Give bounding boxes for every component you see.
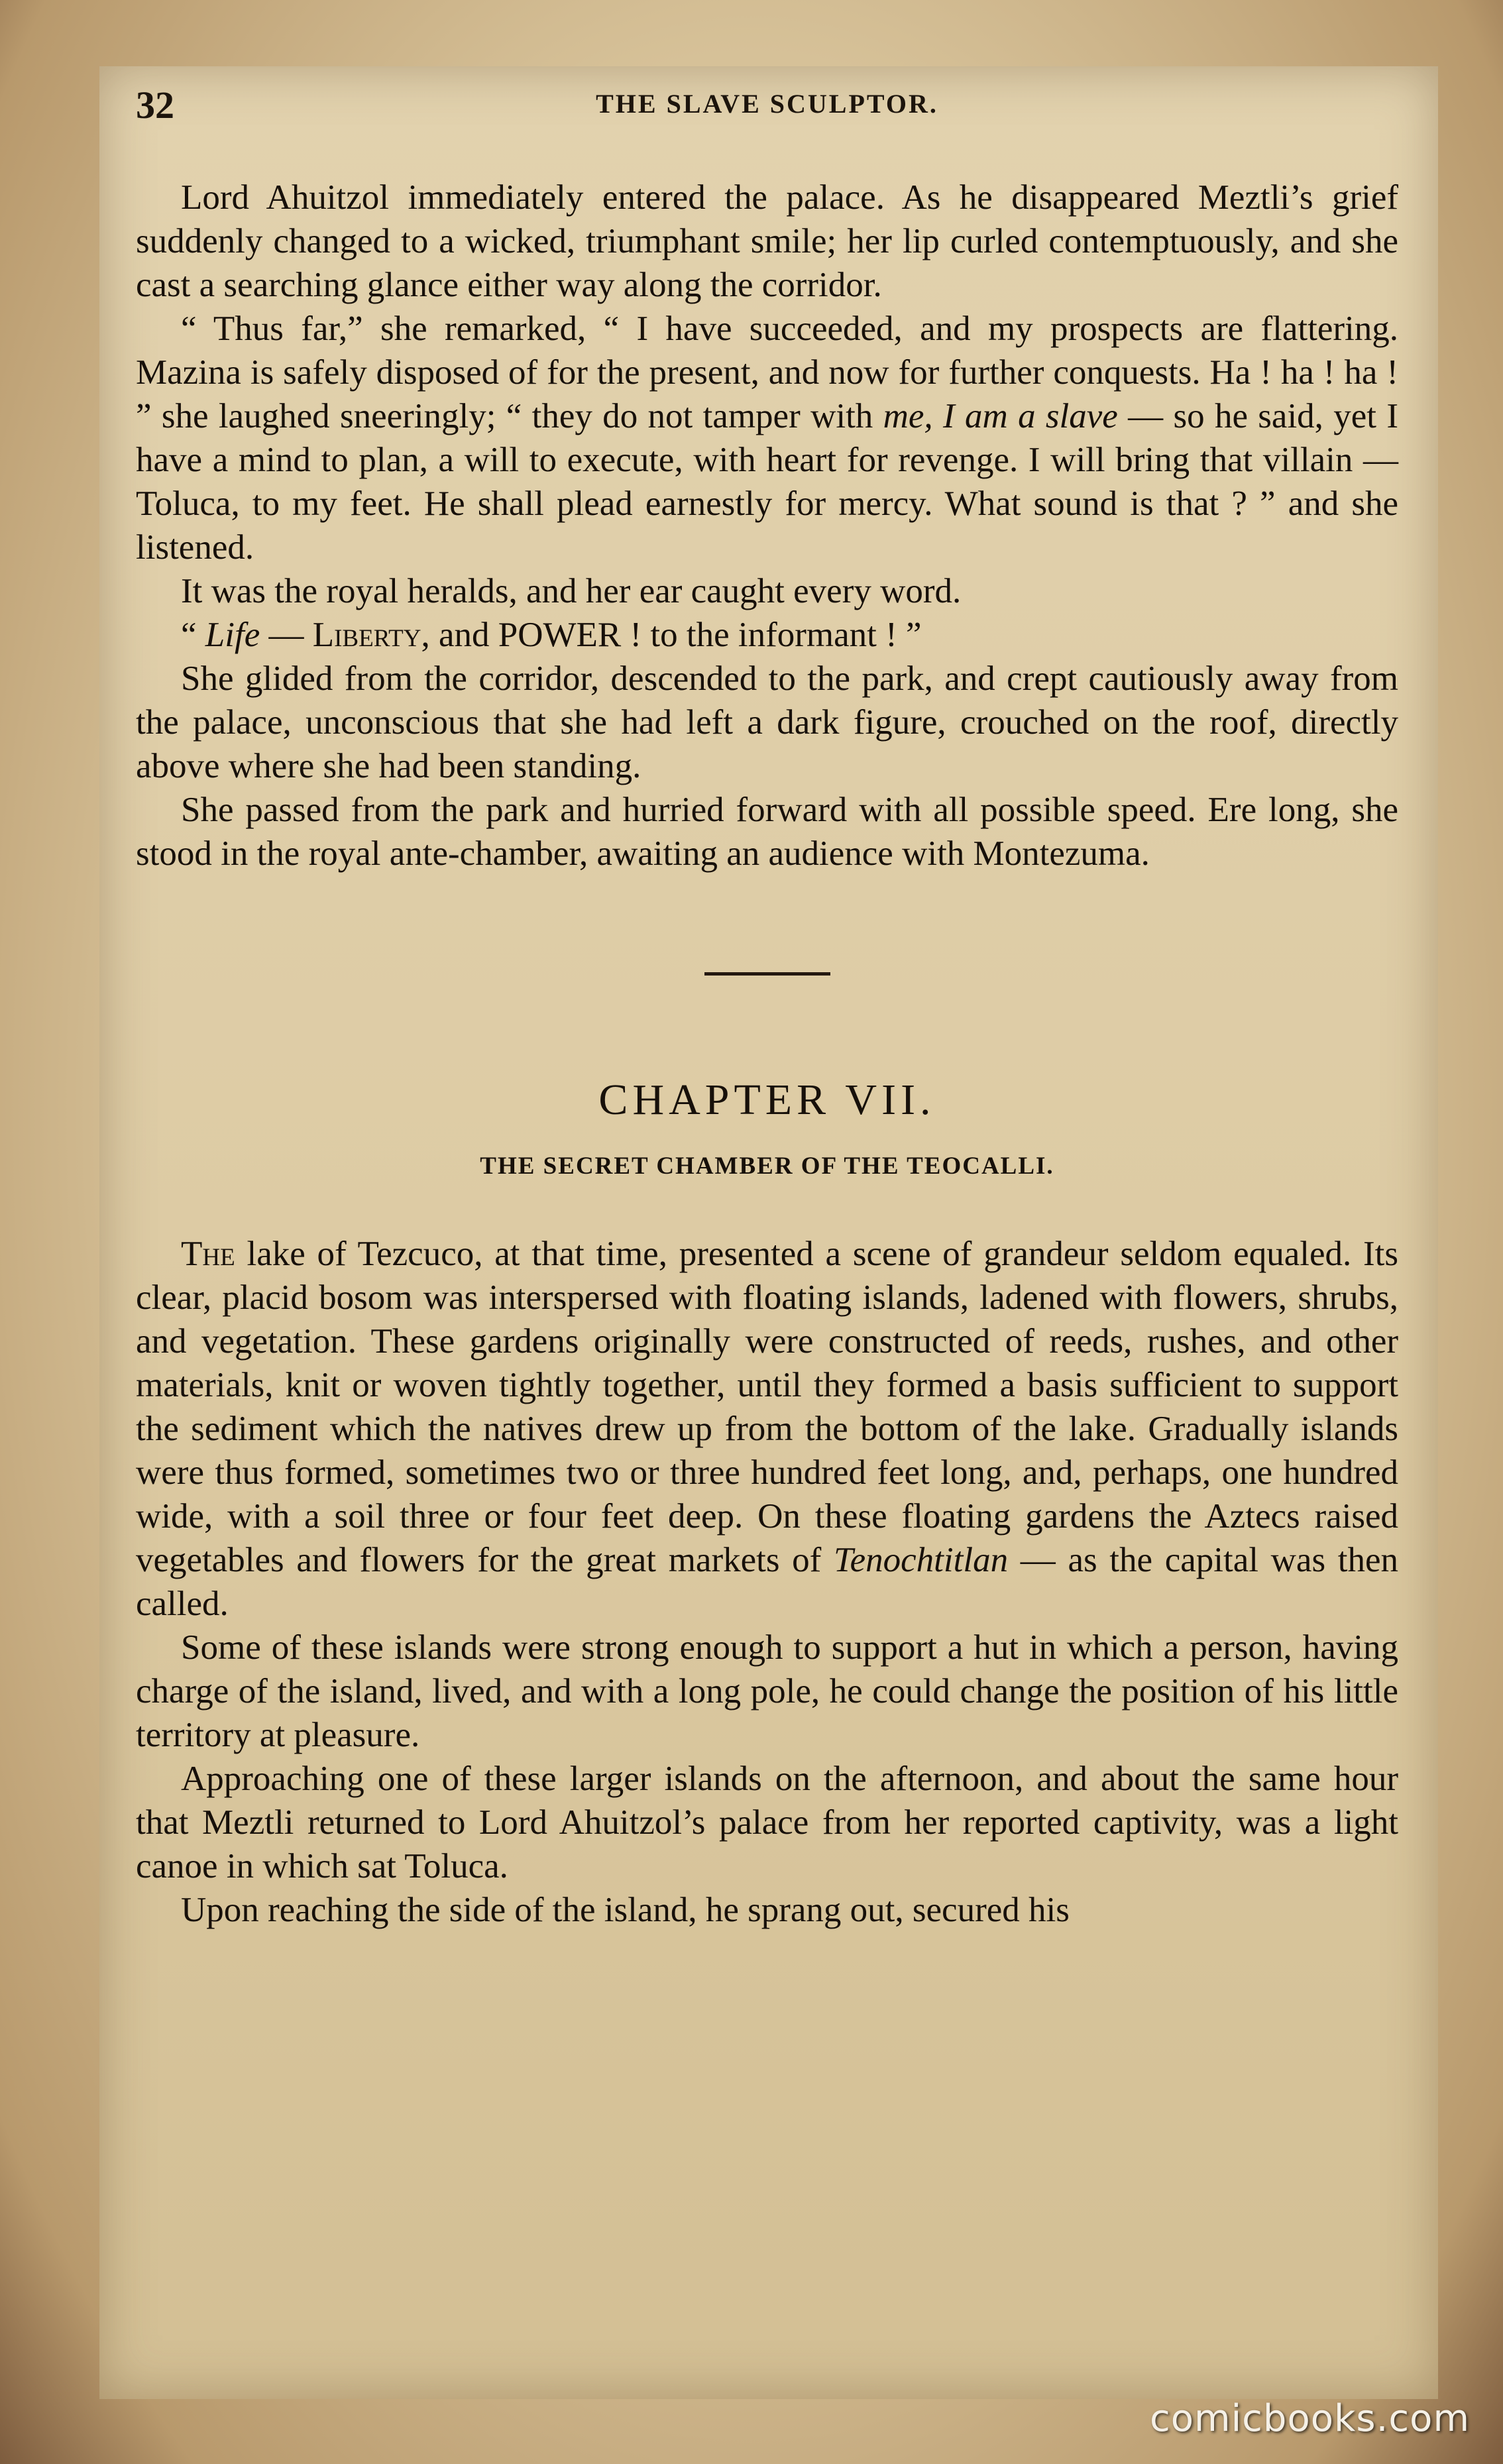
paragraph: Some of these islands were strong enough to support a hut in which a person, having charge of the island, lived, and with a long pole, he could change the position of his little territory at pleasure.	[136, 1628, 1398, 1754]
page-number: 32	[136, 84, 174, 127]
paragraph: She passed from the park and hurried forward with all possible speed. Ere long, she stood in the royal ante-chamber, awaiting an audience with Montezuma.	[136, 791, 1398, 873]
section-divider	[704, 972, 830, 976]
book-title: THE SLAVE SCULPTOR.	[596, 89, 938, 119]
emphasis: me, I am a slave	[883, 397, 1118, 435]
heralds-cry	[136, 613, 1398, 657]
city-name: Tenochtitlan	[834, 1541, 1009, 1579]
paragraph-end: — as the capital was then called.	[136, 1541, 1398, 1623]
quote-open: “	[181, 616, 205, 654]
paragraph: She glided from the corridor, descended to the park, and crept cautiously away from the palace, unconscious that she had left a dark figure, crouched on the roof, directly above where she had been standing.	[136, 659, 1398, 785]
cry-rest: , and POWER ! to the informant ! ”	[421, 616, 922, 654]
paragraph: Upon reaching the side of the island, he sprang out, secured his	[181, 1891, 1070, 1929]
chapter-body	[136, 1232, 1398, 1932]
drop-word: The	[181, 1235, 235, 1273]
body-text	[136, 176, 1398, 1932]
paragraph: Lord Ahuitzol immediately entered the palace. As he disappeared Meztli’s grief suddenly changed to a wicked, triumphant smile; her lip curled contemptuously, and she cast a searching glance either way along the corridor.	[136, 178, 1398, 304]
chapter-subtitle: THE SECRET CHAMBER OF THE TEOCALLI.	[480, 1152, 1054, 1180]
word-life: Life	[205, 616, 260, 654]
book-page	[99, 66, 1438, 2399]
paragraph: “ Thus far,” she remarked, “ I have succeeded, and my prospects are flattering. Mazina is safely disposed of for the present, and now for further conquests. Ha ! ha ! ha ! ” she laughed sneeringly; “ they do not tamper with me, I am a slave — so he said, yet I have a mind to plan, a will to execute, with heart for revenge. I will bring that villain — Toluca, to my feet. He shall plead earnestly for mercy. What sound is that ? ” and she listened.	[136, 309, 1398, 567]
dash: —	[260, 616, 313, 654]
watermark: comicbooks.com	[1149, 2397, 1470, 2440]
chapter-heading: CHAPTER VII.	[598, 1076, 936, 1124]
paragraph: It was the royal heralds, and her ear caught every word.	[181, 572, 962, 610]
paragraph: Approaching one of these larger islands on the afternoon, and about the same hour that Meztli returned to Lord Ahuitzol’s palace from her reported captivity, was a light canoe in which sat Toluca.	[136, 1760, 1398, 1885]
word-liberty: Liberty	[312, 616, 421, 654]
running-head	[136, 83, 1398, 136]
paragraph	[136, 1232, 1398, 1626]
paragraph-text: lake of Tezcuco, at that time, presented a scene of grandeur seldom equaled. Its clear, placid bosom was interspersed with floating islands, ladened with flowers, shrubs, and vegetation. These gardens originally were constructed of reeds, rushes, and other materials, knit or woven tightly together, until they formed a basis sufficient to support the sediment which the natives drew up from the bottom of the lake. Gradually islands were thus formed, sometimes two or three hundred feet long, and, perhaps, one hundred wide, with a soil three or four feet deep. On these floating gardens the Aztecs raised vegetables and flowers for the great markets of	[136, 1235, 1398, 1579]
